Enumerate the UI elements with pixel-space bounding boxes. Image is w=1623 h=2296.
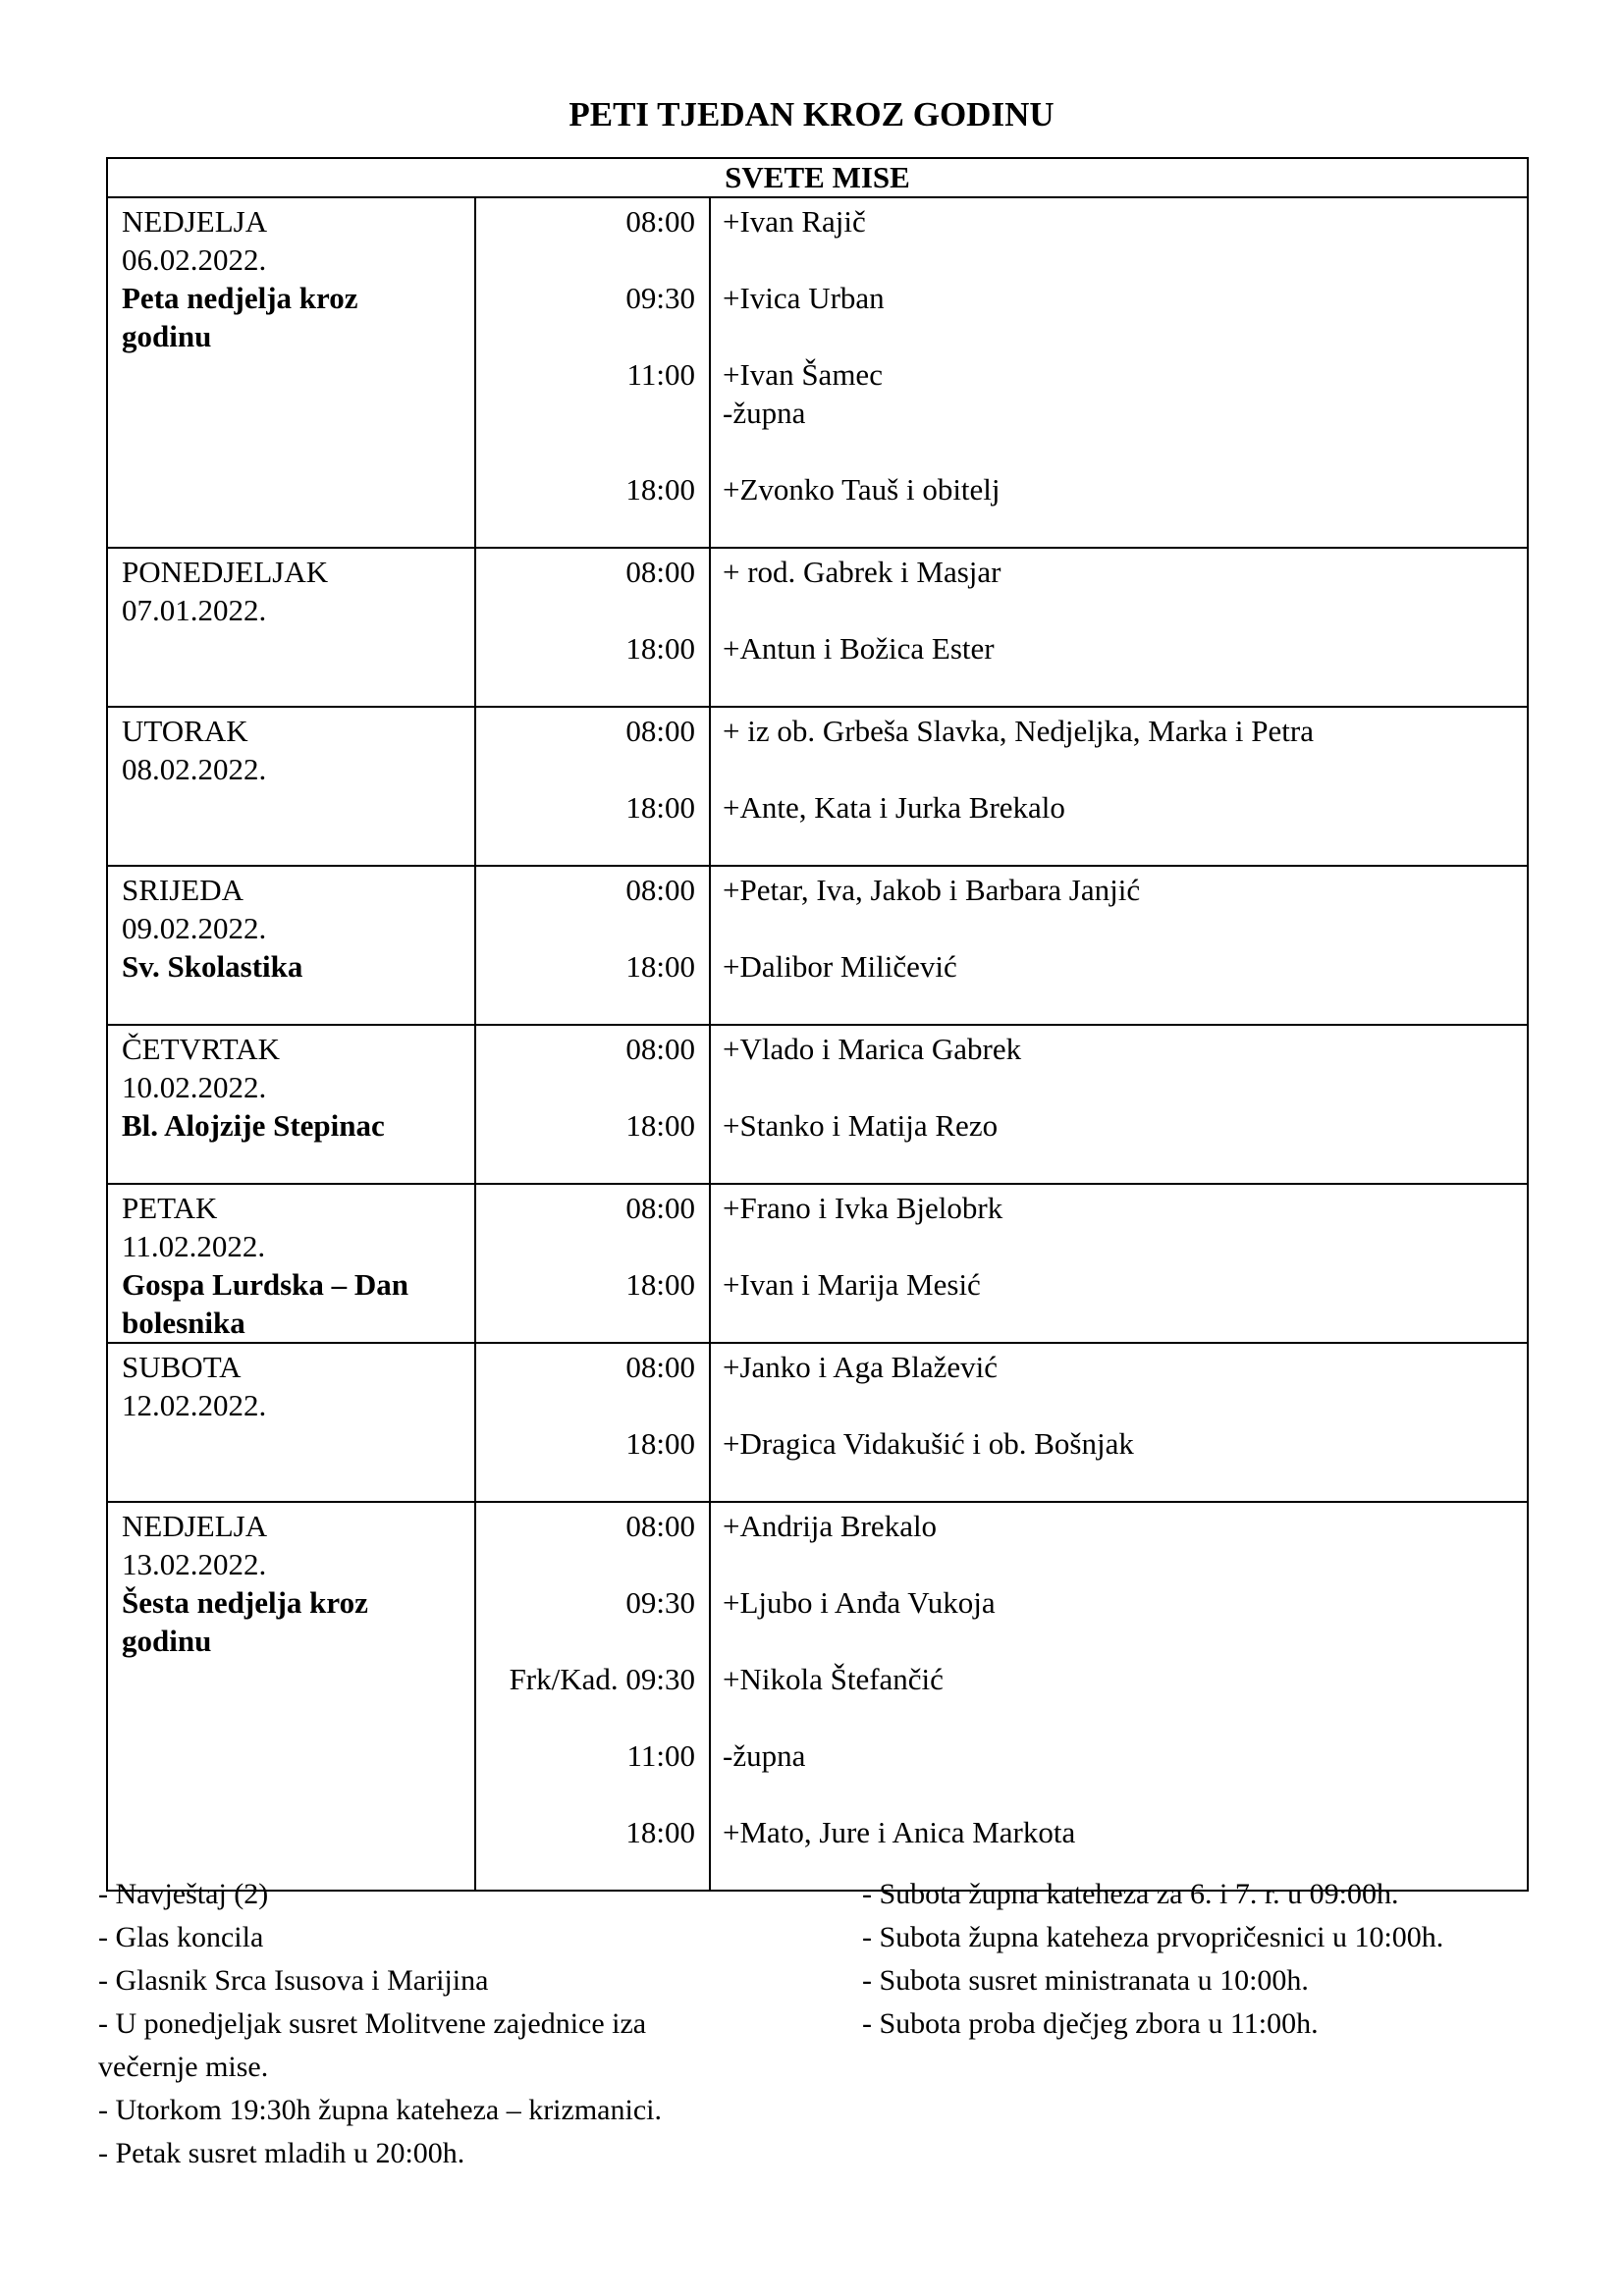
mass-intention: +Antun i Božica Ester (723, 631, 995, 666)
mass-times-cell (475, 1343, 710, 1502)
feast-name: Šesta nedjelja kroz (122, 1585, 368, 1620)
feast-name: Bl. Alojzije Stepinac (122, 1108, 385, 1143)
day-cell (107, 197, 475, 548)
day-row (107, 1502, 1528, 1891)
mass-time: 08:00 (625, 555, 695, 589)
intentions-cell (710, 1502, 1528, 1891)
mass-intention: + iz ob. Grbeša Slavka, Nedjeljka, Marka i Petra (723, 714, 1314, 748)
mass-intention: +Ljubo i Anđa Vukoja (723, 1585, 996, 1620)
mass-schedule-table (106, 157, 1529, 1892)
mass-times-cell (475, 866, 710, 1025)
day-name: NEDJELJA (122, 204, 268, 239)
mass-intention: +Andrija Brekalo (723, 1509, 938, 1543)
mass-intention: +Ivica Urban (723, 281, 885, 315)
day-name: PETAK (122, 1191, 218, 1225)
day-cell (107, 1184, 475, 1343)
day-name: SRIJEDA (122, 873, 244, 907)
notes-left (98, 1873, 785, 2175)
day-row (107, 1025, 1528, 1184)
day-date: 08.02.2022. (122, 752, 267, 786)
note-line: - Subota susret ministranata u 10:00h. (862, 1964, 1309, 1997)
mass-time: 08:00 (625, 204, 695, 239)
mass-times-cell (475, 1502, 710, 1891)
mass-intention: +Janko i Aga Blažević (723, 1350, 999, 1384)
mass-time: 18:00 (625, 1426, 695, 1461)
day-date: 11.02.2022. (122, 1229, 266, 1263)
note-line: večernje mise. (98, 2051, 269, 2083)
day-row (107, 707, 1528, 866)
mass-times-cell (475, 1184, 710, 1343)
mass-time: 18:00 (625, 1108, 695, 1143)
mass-times-cell (475, 707, 710, 866)
mass-time: 18:00 (625, 631, 695, 666)
page-title: PETI TJEDAN KROZ GODINU (568, 95, 1055, 133)
intentions-cell (710, 1184, 1528, 1343)
day-row (107, 866, 1528, 1025)
mass-time: 11:00 (626, 357, 695, 392)
day-date: 06.02.2022. (122, 242, 267, 277)
mass-intention: +Dalibor Miličević (723, 949, 957, 984)
note-line: - Subota proba dječjeg zbora u 11:00h. (862, 2007, 1319, 2040)
day-cell (107, 548, 475, 707)
mass-times-cell (475, 1025, 710, 1184)
intentions-cell (710, 1025, 1528, 1184)
mass-time: 08:00 (625, 1191, 695, 1225)
intentions-cell (710, 197, 1528, 548)
intentions-cell (710, 1343, 1528, 1502)
mass-time: 18:00 (625, 790, 695, 825)
mass-intention: +Mato, Jure i Anica Markota (723, 1815, 1076, 1849)
note-line: - Glasnik Srca Isusova i Marijina (98, 1964, 489, 1997)
day-cell (107, 866, 475, 1025)
note-line: - Subota župna kateheza prvopričesnici u 10:00h. (862, 1921, 1444, 1953)
mass-time: 09:30 (625, 1585, 695, 1620)
mass-intention: -župna (723, 1738, 806, 1773)
note-line: - Glas koncila (98, 1921, 264, 1953)
note-line: - Navještaj (2) (98, 1878, 269, 1910)
mass-intention: +Nikola Štefančić (723, 1662, 944, 1696)
mass-intention: +Stanko i Matija Rezo (723, 1108, 999, 1143)
mass-intention: + rod. Gabrek i Masjar (723, 555, 1001, 589)
notes-right (862, 1873, 1549, 2046)
note-line: - Petak susret mladih u 20:00h. (98, 2137, 465, 2169)
mass-intention: +Petar, Iva, Jakob i Barbara Janjić (723, 873, 1141, 907)
day-cell (107, 1025, 475, 1184)
note-line: - Utorkom 19:30h župna kateheza – krizmanici. (98, 2094, 662, 2126)
mass-time: 08:00 (625, 1509, 695, 1543)
intentions-cell (710, 707, 1528, 866)
mass-intention: +Ante, Kata i Jurka Brekalo (723, 790, 1065, 825)
day-date: 10.02.2022. (122, 1070, 267, 1104)
day-name: PONEDJELJAK (122, 555, 329, 589)
day-date: 07.01.2022. (122, 593, 267, 627)
day-cell (107, 1343, 475, 1502)
mass-time: 18:00 (625, 1815, 695, 1849)
day-date: 12.02.2022. (122, 1388, 267, 1422)
table-header-row (107, 158, 1528, 197)
mass-times-cell (475, 548, 710, 707)
mass-intention: +Zvonko Tauš i obitelj (723, 472, 1001, 507)
day-row (107, 1184, 1528, 1343)
day-cell (107, 707, 475, 866)
day-row (107, 197, 1528, 548)
feast-name: godinu (122, 319, 212, 353)
day-name: ČETVRTAK (122, 1032, 280, 1066)
mass-intention: +Ivan Rajič (723, 204, 866, 239)
feast-name: Gospa Lurdska – Dan (122, 1267, 409, 1302)
day-date: 09.02.2022. (122, 911, 267, 945)
mass-intention: +Dragica Vidakušić i ob. Bošnjak (723, 1426, 1134, 1461)
day-date: 13.02.2022. (122, 1547, 267, 1581)
mass-time: 18:00 (625, 472, 695, 507)
mass-time: 08:00 (625, 873, 695, 907)
day-name: UTORAK (122, 714, 248, 748)
mass-intention: +Frano i Ivka Bjelobrk (723, 1191, 1003, 1225)
day-name: NEDJELJA (122, 1509, 268, 1543)
mass-intention: -župna (723, 396, 806, 430)
intentions-cell (710, 548, 1528, 707)
mass-time: 08:00 (625, 714, 695, 748)
mass-time: Frk/Kad. 09:30 (509, 1662, 695, 1696)
feast-name: Peta nedjelja kroz (122, 281, 358, 315)
mass-intention: +Ivan Šamec (723, 357, 883, 392)
note-line: - U ponedjeljak susret Molitvene zajednice iza (98, 2007, 647, 2040)
feast-name: bolesnika (122, 1306, 245, 1340)
feast-name: godinu (122, 1624, 212, 1658)
mass-time: 08:00 (625, 1350, 695, 1384)
day-cell (107, 1502, 475, 1891)
note-line: - Subota župna kateheza za 6. i 7. r. u 09:00h. (862, 1878, 1399, 1910)
mass-intention: +Ivan i Marija Mesić (723, 1267, 981, 1302)
mass-times-cell (475, 197, 710, 548)
mass-time: 11:00 (626, 1738, 695, 1773)
day-name: SUBOTA (122, 1350, 242, 1384)
day-row (107, 548, 1528, 707)
mass-time: 08:00 (625, 1032, 695, 1066)
mass-time: 09:30 (625, 281, 695, 315)
mass-time: 18:00 (625, 1267, 695, 1302)
mass-time: 18:00 (625, 949, 695, 984)
day-row (107, 1343, 1528, 1502)
feast-name: Sv. Skolastika (122, 949, 303, 984)
mass-intention: +Vlado i Marica Gabrek (723, 1032, 1022, 1066)
table-header: SVETE MISE (107, 158, 1528, 197)
intentions-cell (710, 866, 1528, 1025)
